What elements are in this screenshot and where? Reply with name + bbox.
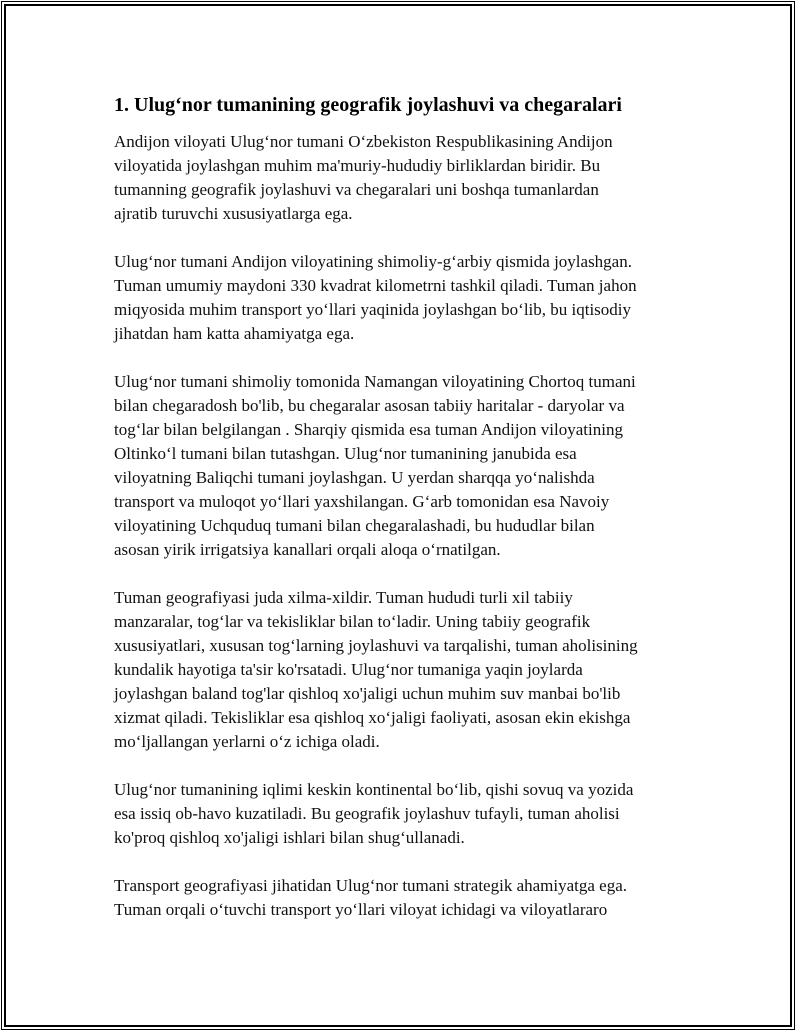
text-line: bilan chegaradosh bo'lib, bu chegaralar asosan tabiiy haritalar - daryolar va [114, 396, 625, 415]
paragraph-1 [114, 130, 694, 226]
text-line: Oltinko‘l tumani bilan tutashgan. Ulug‘nor tumanining janubida esa [114, 444, 577, 463]
text-line: jihatdan ham katta ahamiyatga ega. [114, 324, 355, 343]
text-line: manzaralar, tog‘lar va tekisliklar bilan to‘ladir. Uning tabiiy geografik [114, 612, 591, 631]
text-line: Tuman umumiy maydoni 330 kvadrat kilometrni tashkil qiladi. Tuman jahon [114, 276, 637, 295]
text-line: Ulug‘nor tumani Andijon viloyatining shimoliy-g‘arbiy qismida joylashgan. [114, 252, 632, 271]
text-line: viloyatining Uchquduq tumani bilan chegaralashadi, bu hududlar bilan [114, 516, 595, 535]
text-line: mo‘ljallangan yerlarni o‘z ichiga oladi. [114, 732, 380, 751]
text-line: xususiyatlari, xususan tog‘larning joylashuvi va tarqalishi, tuman aholisining [114, 636, 638, 655]
text-line: Andijon viloyati Ulug‘nor tumani O‘zbekiston Respublikasining Andijon [114, 132, 613, 151]
paragraph-3 [114, 370, 694, 562]
document-body [114, 92, 694, 946]
text-line: Transport geografiyasi jihatidan Ulug‘nor tumani strategik ahamiyatga ega. [114, 876, 628, 895]
text-line: viloyatning Baliqchi tumani joylashgan. U yerdan sharqqa yo‘nalishda [114, 468, 595, 487]
text-line: joylashgan baland tog'lar qishloq xo'jaligi uchun muhim suv manbai bo'lib [114, 684, 621, 703]
paragraph-4 [114, 586, 694, 754]
text-line: tumanning geografik joylashuvi va chegaralari uni boshqa tumanlardan [114, 180, 599, 199]
text-line: Tuman geografiyasi juda xilma-xildir. Tuman hududi turli xil tabiiy [114, 588, 573, 607]
paragraph-6 [114, 874, 694, 922]
section-heading: 1. Ulug‘nor tumanining geografik joylashuvi va chegaralari [114, 94, 622, 116]
text-line: asosan yirik irrigatsiya kanallari orqali aloqa o‘rnatilgan. [114, 540, 501, 559]
text-line: xizmat qiladi. Tekisliklar esa qishloq xo‘jaligi faoliyati, asosan ekin ekishga [114, 708, 631, 727]
text-line: Tuman orqali o‘tuvchi transport yo‘llari viloyat ichidagi va viloyatlararo [114, 900, 608, 919]
text-line: viloyatida joylashgan muhim ma'muriy-hududiy birliklardan biridir. Bu [114, 156, 601, 175]
text-line: transport va muloqot yo‘llari yaxshilangan. G‘arb tomonidan esa Navoiy [114, 492, 610, 511]
text-line: tog‘lar bilan belgilangan . Sharqiy qismida esa tuman Andijon viloyatining [114, 420, 623, 439]
text-line: ko'proq qishloq xo'jaligi ishlari bilan shug‘ullanadi. [114, 828, 465, 847]
text-line: kundalik hayotiga ta'sir ko'rsatadi. Ulug‘nor tumaniga yaqin joylarda [114, 660, 583, 679]
text-line: miqyosida muhim transport yo‘llari yaqinida joylashgan bo‘lib, bu iqtisodiy [114, 300, 632, 319]
text-line: Ulug‘nor tumani shimoliy tomonida Namangan viloyatining Chortoq tumani [114, 372, 636, 391]
text-line: ajratib turuvchi xususiyatlarga ega. [114, 204, 353, 223]
paragraph-2 [114, 250, 694, 346]
text-line: esa issiq ob-havo kuzatiladi. Bu geografik joylashuv tufayli, tuman aholisi [114, 804, 620, 823]
text-line: Ulug‘nor tumanining iqlimi keskin kontinental bo‘lib, qishi sovuq va yozida [114, 780, 634, 799]
paragraph-5 [114, 778, 694, 850]
